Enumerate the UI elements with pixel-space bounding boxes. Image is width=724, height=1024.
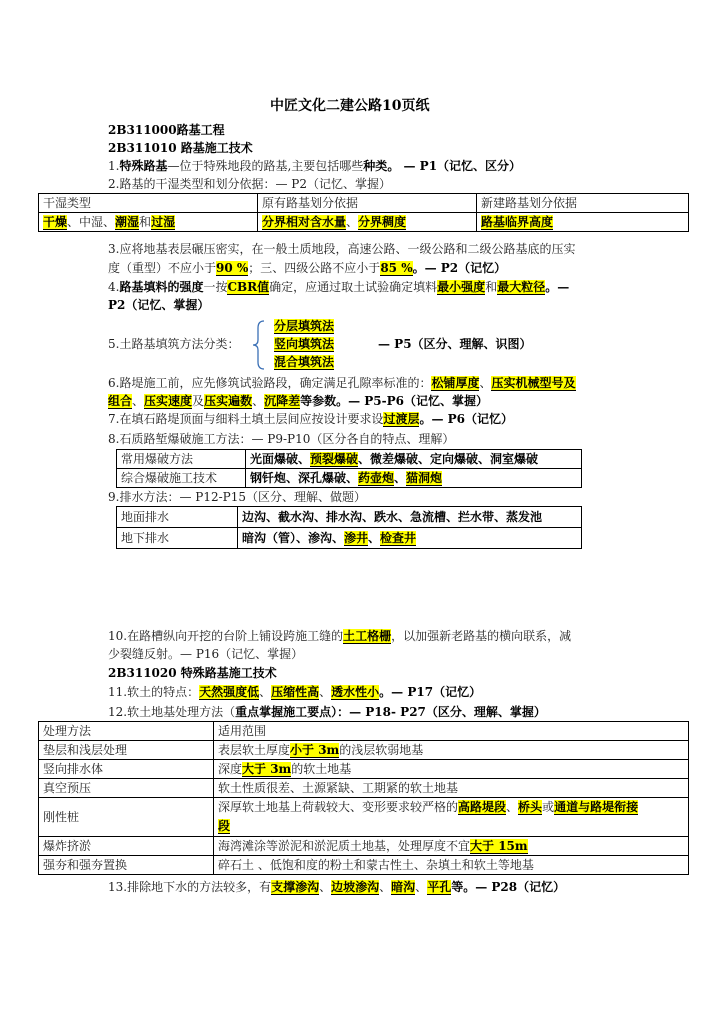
highlight: 混合填筑法 (274, 355, 335, 369)
text: 11.软土的特点： (108, 685, 200, 699)
table-cell: 真空预压 (39, 779, 214, 798)
text: 度（重型）不应小于 (108, 261, 217, 275)
table-row (117, 469, 582, 488)
highlight: 猫洞炮 (406, 470, 443, 485)
highlight: 渗井 (344, 530, 369, 545)
text: 、 (259, 685, 272, 699)
highlight: 最小强度 (437, 280, 486, 294)
text: 确定，应通过取土试验确定填料 (269, 280, 438, 294)
highlight: CBR值 (227, 280, 270, 294)
table-header: 地下排水 (117, 528, 238, 549)
highlight: 边坡渗沟 (331, 880, 380, 894)
text: 暗沟（管）、渗沟、 (242, 530, 345, 545)
table-cell: 爆炸挤淤 (39, 837, 214, 856)
table-header: 地面排水 (117, 507, 238, 528)
note: 。— P2（记忆） (412, 261, 507, 275)
table-row (39, 760, 689, 779)
table-row (117, 507, 582, 528)
page-title: 中匠文化二建公路10页纸 (270, 98, 430, 114)
text: 光面爆破、 (250, 451, 311, 466)
text: 、 (368, 530, 381, 545)
item-12 (108, 704, 546, 721)
table-cell (39, 213, 258, 232)
item-5-label: 5.土路基填筑方法分类： (108, 337, 240, 351)
text: 的软土地基 (291, 761, 352, 776)
text: 和 (139, 214, 152, 229)
section-heading-2: 2B311010 路基施工技术 (108, 141, 253, 155)
table-cell: 刚性桩 (39, 798, 214, 837)
text: ；三、四级公路不应小于 (248, 261, 381, 275)
text: 、 (252, 394, 265, 408)
table-row (117, 450, 582, 469)
highlight: 压实速度 (144, 394, 193, 408)
highlight: 沉降差 (264, 394, 301, 408)
table-row (39, 213, 689, 232)
method-3 (274, 354, 334, 371)
item-4-line-1 (108, 279, 569, 296)
text: 一按 (203, 280, 228, 294)
text: 和 (485, 280, 498, 294)
table-cell (214, 760, 689, 779)
item-8: 8.石质路堑爆破施工方法：— P9-P10（区分各自的特点、理解） (108, 432, 455, 446)
table-row (39, 194, 689, 213)
soft-soil-table (38, 721, 689, 875)
highlight: 85 % (380, 261, 413, 275)
highlight: 天然强度低 (199, 685, 260, 699)
highlight: 路基临界高度 (481, 214, 554, 229)
table-cell: 边沟、截水沟、排水沟、跌水、急流槽、拦水带、蒸发池 (238, 507, 582, 528)
highlight: 组合 (108, 394, 133, 408)
highlight: 大于 3m (242, 761, 292, 776)
method-2 (274, 336, 334, 353)
highlight: 高路堤段 (458, 800, 507, 814)
highlight: 支撑渗沟 (271, 880, 320, 894)
text: 、 (319, 685, 332, 699)
table-header: 综合爆破施工技术 (117, 469, 246, 488)
table-cell: 竖向排水体 (39, 760, 214, 779)
text: 的浅层软弱地基 (339, 742, 424, 757)
term: 特殊路基 (119, 159, 168, 173)
left-brace-icon (252, 320, 266, 370)
highlight: 预裂爆破 (310, 451, 359, 466)
text: 及 (192, 394, 205, 408)
highlight: 松铺厚度 (431, 376, 480, 390)
text: 海湾滩涂等淤泥和淤泥质土地基，处理厚度不宜 (218, 838, 471, 853)
item-5-note: — P5（区分、理解、识图） (378, 337, 532, 351)
note: ）：— P18- P27（区分、理解、掌握） (331, 705, 546, 719)
table-row (117, 528, 582, 549)
text: 、 (479, 376, 492, 390)
method-1 (274, 318, 334, 335)
table-cell (246, 469, 582, 488)
highlight: 分界稠度 (358, 214, 407, 229)
text: 深厚软土地基上荷载较大、变形要求较严格的 (218, 800, 459, 814)
text: 7.在填石路堤顶面与细料土填土层间应按设计要求设 (108, 412, 384, 426)
table-header: 原有路基划分依据 (258, 194, 477, 213)
item-3-line-2 (108, 260, 506, 277)
table-row (39, 837, 689, 856)
term: 路基填料的强度 (119, 280, 204, 294)
text: 表层软土厚度 (218, 742, 291, 757)
table-row (39, 798, 689, 837)
item-4-line-2: P2（记忆、掌握） (108, 298, 210, 312)
text: —位于特殊地段的路基,主要包括哪些 (167, 159, 364, 173)
highlight: 小于 3m (290, 742, 340, 757)
highlight: 最大粒径 (497, 280, 546, 294)
highlight: 干燥 (43, 214, 68, 229)
dry-wet-table (38, 193, 689, 232)
table-cell (477, 213, 689, 232)
text: ，以加强新老路基的横向联系，减 (391, 629, 572, 643)
highlight: 透水性小 (331, 685, 380, 699)
table-cell (214, 741, 689, 760)
table-cell: 软土性质很差、土源紧缺、工期紧的软土地基 (214, 779, 689, 798)
note: 。— (545, 280, 570, 294)
table-header: 干湿类型 (39, 194, 258, 213)
section-heading-1: 2B311000路基工程 (108, 123, 225, 137)
text: 、中湿、 (67, 214, 116, 229)
text: 、微差爆破、定向爆破、洞室爆破 (358, 451, 539, 466)
table-header: 新建路基划分依据 (477, 194, 689, 213)
highlight: 大于 15m (470, 838, 528, 853)
item-10-line-2: 少裂缝反射。— P16（记忆、掌握） (108, 647, 304, 661)
item-10-line-1 (108, 628, 571, 645)
table-cell: 强夯和强夯置换 (39, 856, 214, 875)
item-2: 2.路基的干湿类型和划分依据：— P2（记忆、掌握） (108, 177, 391, 191)
note: 等参数。— P5-P6（记忆、掌握） (300, 394, 489, 408)
item-6-line-1 (108, 375, 576, 392)
note: 等。— P28（记忆） (451, 880, 566, 894)
table-cell: 垫层和浅层处理 (39, 741, 214, 760)
table-header: 处理方法 (39, 722, 214, 741)
table-row (39, 779, 689, 798)
item-3-line-1: 3.应将地基表层碾压密实，在一般土质地段，高速公路、一级公路和二级公路基底的压实 (108, 242, 576, 256)
text: 、 (506, 800, 519, 814)
text: 、 (379, 880, 392, 894)
highlight: 检查井 (380, 530, 417, 545)
highlight: 分层填筑法 (274, 319, 335, 333)
item-6-line-2 (108, 393, 488, 410)
item-1 (108, 158, 521, 175)
note: 。— P17（记忆） (379, 685, 482, 699)
highlight: 压实机械型号及 (491, 376, 576, 390)
table-row (39, 856, 689, 875)
item-7 (108, 411, 513, 428)
item-13 (108, 879, 565, 896)
text: 、 (319, 880, 332, 894)
table-row (39, 722, 689, 741)
highlight: 竖向填筑法 (274, 337, 335, 351)
drainage-table (116, 506, 582, 549)
item-number: 4. (108, 280, 120, 294)
highlight: 段 (218, 819, 231, 833)
section-heading-3: 2B311020 特殊路基施工技术 (108, 666, 277, 680)
text: 或 (542, 800, 555, 814)
text: 6.路堤施工前，应先修筑试验路段，确定满足孔隙率标准的： (108, 376, 432, 390)
table-header: 常用爆破方法 (117, 450, 246, 469)
text: 13.排除地下水的方法较多，有 (108, 880, 272, 894)
text: 深度 (218, 761, 243, 776)
highlight: 分界相对含水量 (262, 214, 347, 229)
text: 、 (132, 394, 145, 408)
highlight: 过湿 (151, 214, 176, 229)
term: 种类 (363, 159, 388, 173)
table-cell (246, 450, 582, 469)
highlight: 药壶炮 (358, 470, 395, 485)
highlight: 土工格栅 (343, 629, 392, 643)
table-cell (258, 213, 477, 232)
term: 重点掌握施工要点 (235, 705, 332, 719)
highlight: 90 % (216, 261, 249, 275)
highlight: 过渡层 (383, 412, 420, 426)
blasting-table (116, 449, 582, 488)
highlight: 压缩性高 (271, 685, 320, 699)
table-cell: 碎石土 、低饱和度的粉土和蒙古性土、杂填土和软土等地基 (214, 856, 689, 875)
highlight: 暗沟 (391, 880, 416, 894)
highlight: 桥头 (518, 800, 543, 814)
table-cell (238, 528, 582, 549)
note: 。 — P1（记忆、区分） (387, 159, 522, 173)
highlight: 潮湿 (115, 214, 140, 229)
text: 、 (346, 214, 359, 229)
text: 、 (415, 880, 428, 894)
text: 10.在路槽纵向开挖的台阶上铺设跨施工缝的 (108, 629, 344, 643)
text: 、 (394, 470, 407, 485)
table-header: 适用范围 (214, 722, 689, 741)
table-cell (214, 837, 689, 856)
table-row (39, 741, 689, 760)
highlight: 通道与路堤衔接 (554, 800, 639, 814)
item-9: 9.排水方法：— P12-P15（区分、理解、做题） (108, 490, 367, 504)
table-cell (214, 798, 689, 837)
text: 12.软土地基处理方法（ (108, 705, 236, 719)
item-11 (108, 684, 481, 701)
item-number: 1. (108, 159, 120, 173)
highlight: 平孔 (427, 880, 452, 894)
note: 。— P6（记忆） (419, 412, 514, 426)
text: 钢钎炮、深孔爆破、 (250, 470, 359, 485)
highlight: 压实遍数 (204, 394, 253, 408)
